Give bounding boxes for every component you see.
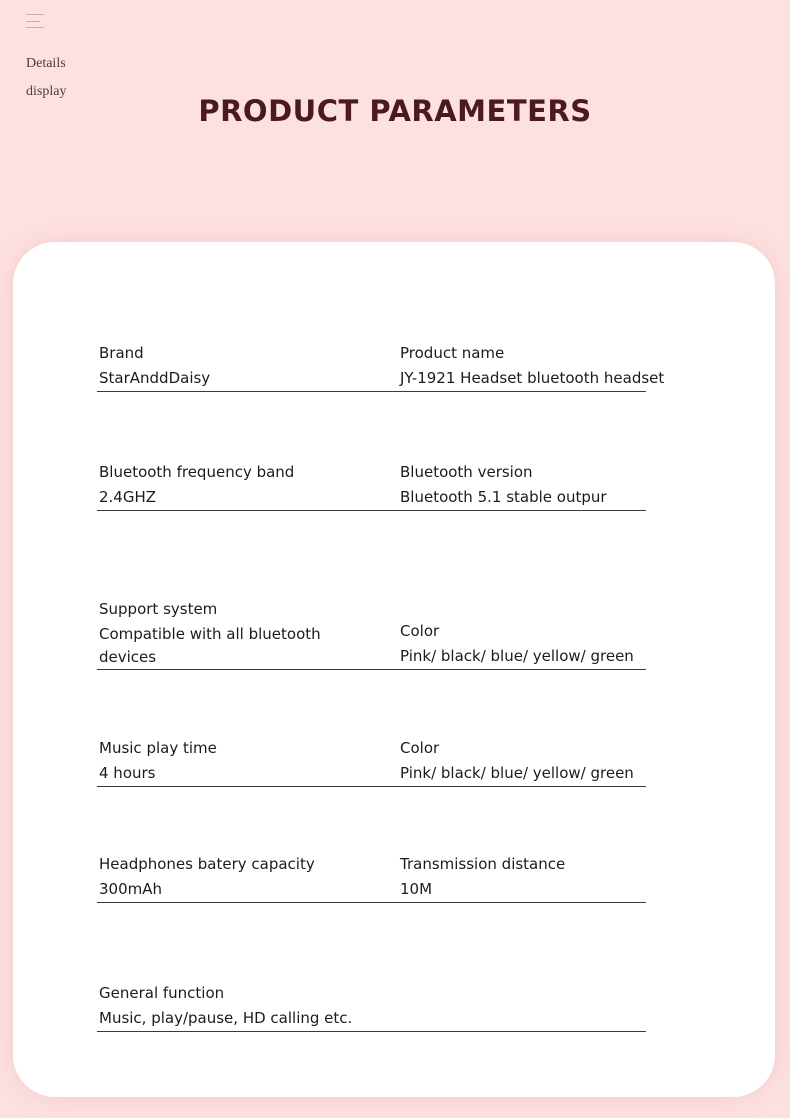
param-color — [400, 736, 680, 786]
param-battery-capacity — [99, 852, 359, 902]
param-support-system — [99, 598, 359, 669]
param-music-play-time — [99, 736, 359, 786]
param-value: StarAnddDaisy — [99, 369, 211, 387]
param-label: Music play time — [99, 739, 217, 757]
param-bluetooth-version — [400, 460, 680, 510]
param-general-function — [99, 981, 499, 1031]
page-title: PRODUCT PARAMETERS — [198, 94, 592, 128]
param-row-brand — [97, 342, 665, 392]
param-label: Headphones batery capacity — [99, 855, 315, 873]
param-label: Bluetooth frequency band — [99, 463, 295, 481]
param-label: Bluetooth version — [400, 463, 533, 481]
param-row-playtime — [97, 736, 646, 787]
param-row-system — [97, 594, 646, 670]
param-color — [400, 619, 680, 669]
param-value: 4 hours — [99, 764, 156, 782]
param-label: Product name — [400, 344, 505, 362]
param-value: Music, play/pause, HD calling etc. — [99, 1009, 353, 1027]
param-transmission-distance — [400, 852, 680, 902]
param-value: Pink/ black/ blue/ yellow/ green — [400, 764, 634, 782]
param-value: 2.4GHZ — [99, 488, 157, 506]
param-value: JY-1921 Headset bluetooth headset — [400, 369, 665, 387]
menu-line — [26, 27, 44, 28]
menu-line — [26, 14, 44, 15]
param-value: 300mAh — [99, 880, 163, 898]
param-label: Support system — [99, 600, 218, 618]
param-value: Pink/ black/ blue/ yellow/ green — [400, 647, 634, 665]
param-label: Color — [400, 622, 440, 640]
param-value: Bluetooth 5.1 stable outpur — [400, 488, 607, 506]
param-frequency-band — [99, 460, 359, 510]
parameters-card — [13, 242, 775, 1097]
param-value: Compatible with all bluetooth devices — [99, 625, 321, 666]
param-product-name — [400, 341, 680, 391]
param-label: General function — [99, 984, 225, 1002]
param-brand — [99, 341, 359, 391]
param-row-function — [97, 983, 646, 1032]
param-label: Brand — [99, 344, 144, 362]
param-label: Color — [400, 739, 440, 757]
menu-line — [26, 21, 40, 22]
param-label: Transmission distance — [400, 855, 566, 873]
param-row-bluetooth — [97, 460, 646, 511]
details-display-label: Details display — [26, 56, 67, 99]
param-value: 10M — [400, 880, 433, 898]
param-row-battery — [97, 853, 646, 903]
hamburger-menu-icon[interactable] — [26, 14, 44, 28]
